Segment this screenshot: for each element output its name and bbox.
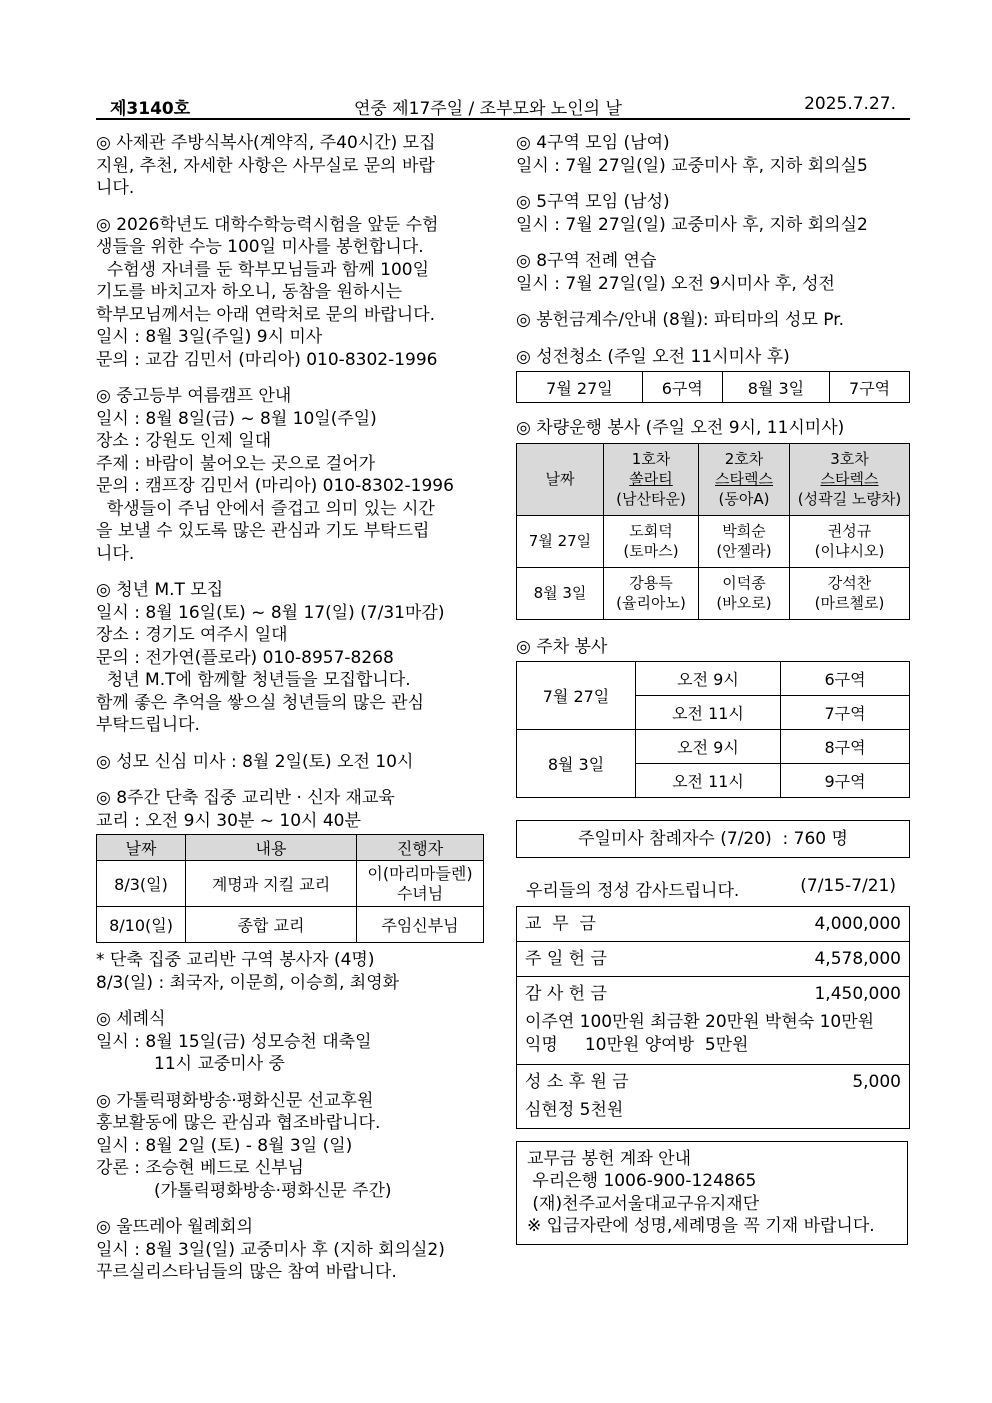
- table-row: 7월 27일 도회덕 (토마스) 박희순 (안젤라) 권성규 (이냐시오): [517, 515, 910, 567]
- offerings-box: [516, 906, 910, 1129]
- youth-mt-notice: ◎ 청년 M.T 모집 일시 : 8월 16일(토) ~ 8월 17(일) (7/31마감) 장소 : 경기도 여주시 일대 문의 : 전가연(플로라) 010-8957-8268 청년 M.T에 함께할 청년들을 모집합니다. 함께 좋은 추억을 쌓으실 청년들의 많은 관심 부탁드립니다.: [96, 580, 445, 735]
- cleaning-table: 7월 27일 6구역 8월 3일 7구역: [516, 371, 910, 403]
- vehicle-table: 날짜 1호차 쏠라티 (남산타운) 2호차 스타렉스 (동아A) 3호차 스타렉스 (성곽길 노량차) 7월 27일 도회덕 (토마스) 박희순 (안젤라) 권성규 (이냐시오) 8월 3일 강용득 (율리아노) 이덕종 (바오로) 강석찬 (마르첼로): [516, 443, 910, 620]
- ultreya-notice: ◎ 울뜨레아 월례회의 일시 : 8월 3일(일) 교중미사 후 (지하 회의실2) 꾸르실리스타님들의 많은 참여 바랍니다.: [96, 1217, 445, 1282]
- issue-date: 2025.7.27.: [804, 94, 896, 114]
- catechism-table: 날짜 내용 진행자 8/3(일) 계명과 지킬 교리 이(마리마들렌) 수녀님 8/10(일) 종합 교리 주임신부님: [96, 834, 484, 943]
- offering-row: 성 소 후 원 금 5,000 심현정 5천원: [525, 1072, 901, 1120]
- catechism-notice: ◎ 8주간 단축 집중 교리반 · 신자 재교육 교리 : 오전 9시 30분 ~ 10시 40분: [96, 788, 395, 831]
- suneung-mass-notice: ◎ 2026학년도 대학수학능력시험을 앞둔 수험 생들을 위한 수능 100일 미사를 봉헌합니다. 수험생 자녀를 둔 학부모님들과 함께 100일 기도를 바치고자 하오니, 동참을 원하시는 학부모님께서는 아래 연락처로 문의 바랍니다. 일시 : 8월 3일(주일) 9시 미사 문의 : 교감 김민서 (마리아) 010-8302-1996: [96, 214, 439, 370]
- district8-practice: ◎ 8구역 전례 연습 일시 : 7월 27일(일) 오전 9시미사 후, 성전: [516, 251, 835, 294]
- table-row: 8월 3일 강용득 (율리아노) 이덕종 (바오로) 강석찬 (마르첼로): [517, 567, 910, 619]
- vehicle-heading: ◎ 차량운행 봉사 (주일 오전 9시, 11시미사): [516, 418, 845, 438]
- marian-mass-notice: ◎ 성모 신심 미사 : 8월 2일(토) 오전 10시: [96, 751, 414, 772]
- account-box: 교무금 봉헌 계좌 안내 우리은행 1006-900-124865 (재)천주교서울대교구유지재단 ※ 입금자란에 성명,세례명을 꼭 기재 바랍니다.: [516, 1141, 908, 1245]
- district5-meeting: ◎ 5구역 모임 (남성) 일시 : 7월 27일(일) 교중미사 후, 지하 회의실2: [516, 192, 868, 235]
- baptism-notice: ◎ 세례식 일시 : 8월 15일(금) 성모승천 대축일 11시 교중미사 중: [96, 1009, 372, 1074]
- table-row: 8/10(일) 종합 교리 주임신부님: [97, 907, 484, 943]
- district4-meeting: ◎ 4구역 모임 (남여) 일시 : 7월 27일(일) 교중미사 후, 지하 회의실5: [516, 133, 868, 176]
- page-header: [96, 92, 910, 120]
- cleaning-heading: ◎ 성전청소 (주일 오전 11시미사 후): [516, 346, 790, 367]
- issue-number: 제3140호: [110, 99, 191, 119]
- left-column: [96, 132, 484, 1298]
- parking-heading: ◎ 주차 봉사: [516, 636, 608, 657]
- right-column: [516, 132, 912, 1245]
- attendance-box: 주일미사 참례자수 (7/20) : 760 명: [516, 820, 910, 858]
- cpbc-notice: ◎ 가톨릭평화방송·평화신문 선교후원 홍보활동에 많은 관심과 협조바랍니다. 일시 : 8월 2일 (토) - 8월 3일 (일) 강론 : 조승현 베드로 신부님 (가톨릭평화방송·평화신문 주간): [96, 1090, 392, 1201]
- offering-row: 주 일 헌 금 4,578,000: [517, 942, 909, 977]
- offering-row: 감 사 헌 금 1,450,000 이주연 100만원 최금환 20만원 박현숙 10만원 익명 10만원 양여방 5만원: [517, 977, 909, 1065]
- table-row: 8/3(일) 계명과 지킬 교리 이(마리마들렌) 수녀님: [97, 861, 484, 907]
- summer-camp-notice: ◎ 중고등부 여름캠프 안내 일시 : 8월 8일(금) ~ 8월 10일(주일) 장소 : 강원도 인제 일대 주제 : 바람이 불어오는 곳으로 걸어가 문의 : 캠프장 김민서 (마리아) 010-8302-1996 학생들이 주님 안에서 즐겁고 의미 있는 시간 을 보낼 수 있도록 많은 관심과 기도 부탁드립 니다.: [96, 386, 454, 564]
- catechism-volunteers: * 단축 집중 교리반 구역 봉사자 (4명) 8/3(일) : 최국자, 이문희, 이승희, 최영화: [96, 950, 400, 993]
- thanks-line: 우리들의 정성 감사드립니다. (7/15-7/21): [526, 876, 896, 901]
- parking-table: 7월 27일 오전 9시 6구역 오전 11시 7구역 8월 3일 오전 9시 8구역 오전 11시 9구역: [516, 661, 910, 798]
- kitchen-job-notice: ◎ 사제관 주방식복사(계약직, 주40시간) 모집 지원, 추천, 자세한 사항은 사무실로 문의 바랍 니다.: [96, 133, 436, 198]
- offering-row: 교 무 금 4,000,000: [517, 907, 909, 942]
- offering-count-notice: ◎ 봉헌금계수/안내 (8월): 파티마의 성모 Pr.: [516, 310, 845, 330]
- page-title: 연중 제17주일 / 조부모와 노인의 날: [354, 99, 622, 119]
